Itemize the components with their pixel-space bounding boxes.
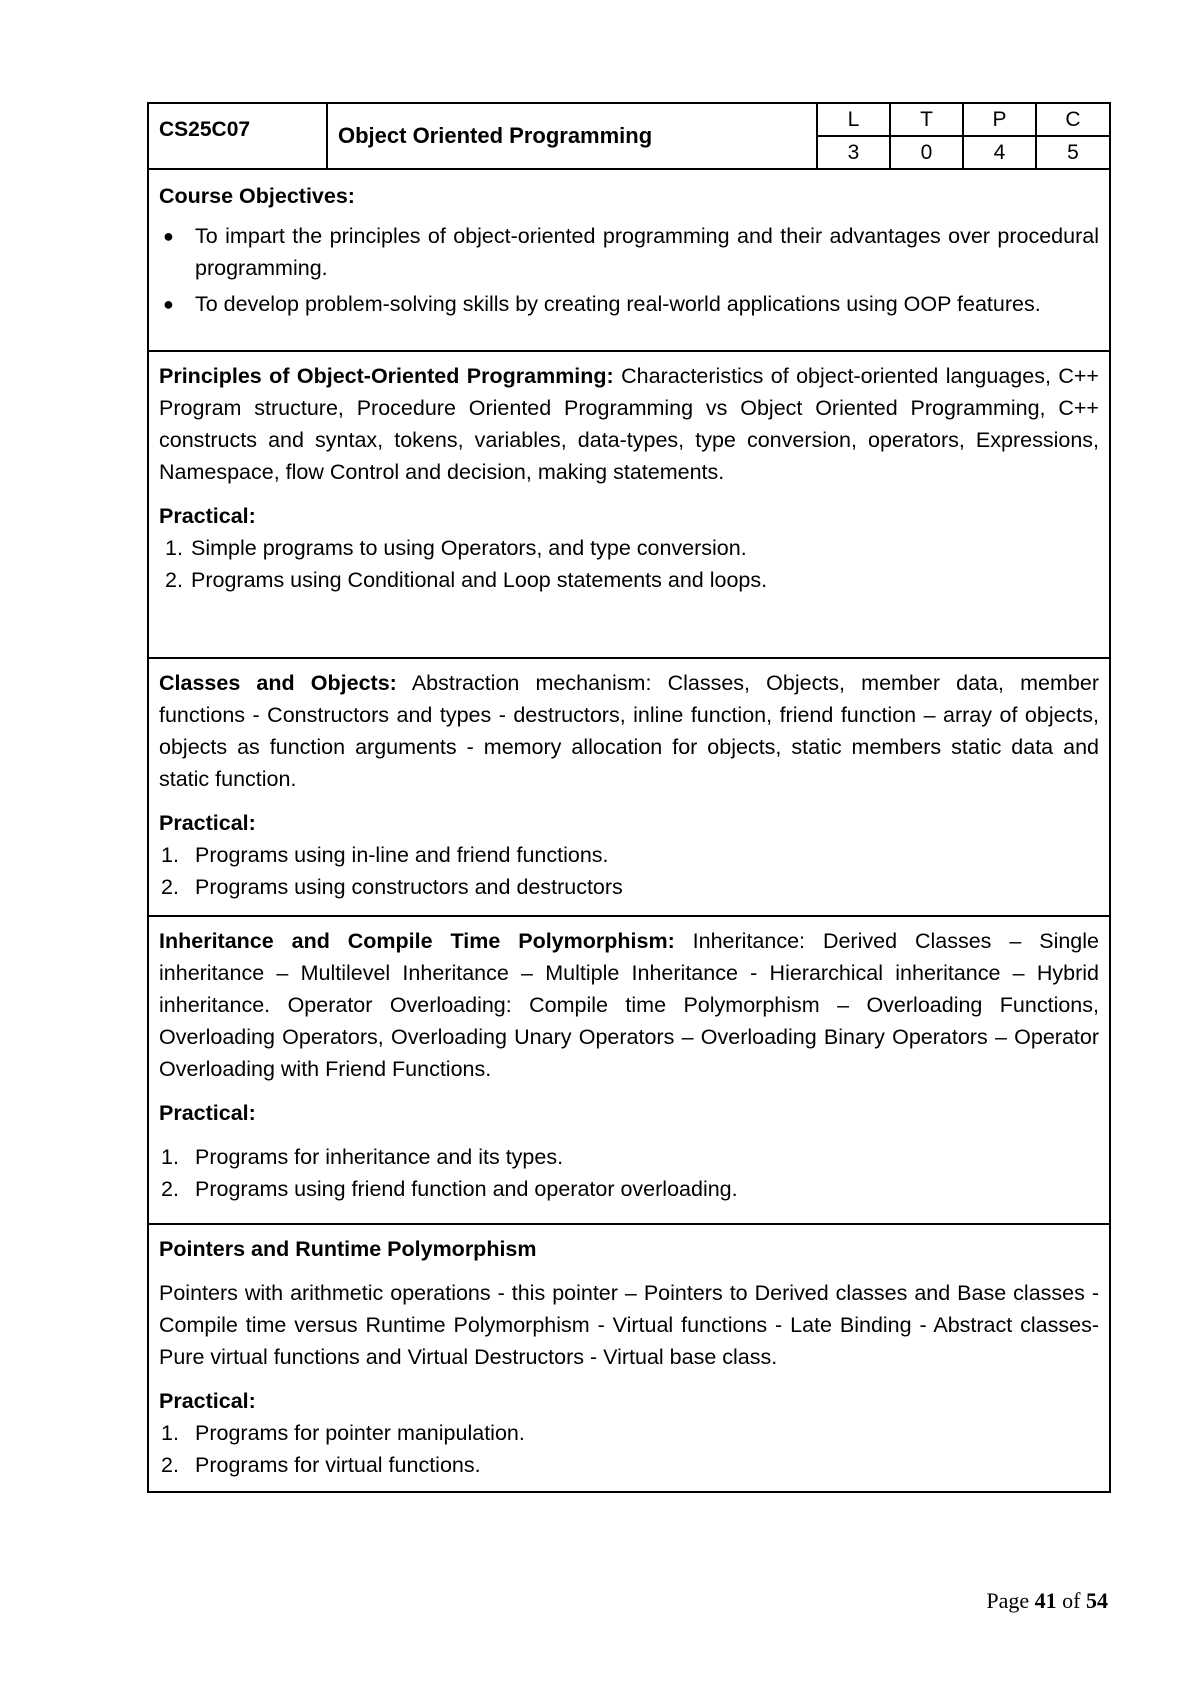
syllabus-table	[147, 102, 1111, 1493]
practical-item: 2. Programs using constructors and destructors	[161, 875, 623, 899]
ltpc-label-l: L	[817, 103, 890, 136]
unit-title: Pointers and Runtime Polymorphism	[159, 1237, 537, 1261]
footer-page-number: 41	[1034, 1588, 1057, 1613]
header-row	[148, 103, 1110, 136]
practical-list	[159, 532, 1099, 596]
practical-list	[153, 839, 1099, 903]
page-footer	[986, 1588, 1108, 1614]
ltpc-label-p: P	[963, 103, 1036, 136]
footer-prefix: Page	[986, 1588, 1030, 1613]
unit-row-2	[148, 658, 1110, 916]
unit-cell-1	[148, 351, 1110, 658]
practical-list	[153, 1141, 1099, 1205]
objectives-cell	[148, 169, 1110, 351]
practical-item: 1. Simple programs to using Operators, and type conversion.	[165, 536, 747, 560]
objective-item: ● To impart the principles of object-oriented programming and their advantages over procedural programming.	[159, 220, 1099, 284]
unit-text	[159, 925, 1099, 1085]
practical-item: 2. Programs using Conditional and Loop statements and loops.	[165, 568, 768, 592]
practical-heading: Practical:	[159, 1389, 256, 1413]
practical-list	[153, 1417, 1099, 1481]
ltpc-value-l: 3	[817, 136, 890, 169]
bullet-icon: ●	[163, 226, 174, 246]
ltpc-label-t: T	[890, 103, 963, 136]
unit-row-3	[148, 916, 1110, 1224]
bullet-icon: ●	[163, 294, 174, 314]
practical-item: 2. Programs for virtual functions.	[161, 1453, 481, 1477]
course-title: Object Oriented Programming	[327, 103, 817, 169]
unit-body: Abstraction mechanism: Classes, Objects, member data, member functions - Constructors and types - destructors, inline function, friend function – array of objects, objects as function arguments - memory allocation for objects, static members static data and static function.	[159, 671, 1099, 791]
ltpc-label-c: C	[1036, 103, 1110, 136]
ltpc-value-p: 4	[963, 136, 1036, 169]
unit-cell-3	[148, 916, 1110, 1224]
objectives-list	[159, 220, 1099, 320]
unit-title: Principles of Object-Oriented Programming:	[159, 364, 614, 388]
unit-cell-2	[148, 658, 1110, 916]
practical-item: 1. Programs for pointer manipulation.	[161, 1421, 525, 1445]
objectives-row	[148, 169, 1110, 351]
unit-body: Inheritance: Derived Classes – Single inheritance – Multilevel Inheritance – Multiple Inheritance - Hierarchical inheritance – Hybrid inheritance. Operator Overloading: Compile time Polymorphism – Overloading Functions, Overloading Operators, Overloading Unary Operators – Overloading Binary Operators – Operator Overloading with Friend Functions.	[159, 929, 1099, 1081]
practical-item: 2. Programs using friend function and operator overloading.	[161, 1177, 738, 1201]
unit-title: Inheritance and Compile Time Polymorphism:	[159, 929, 675, 953]
ltpc-value-t: 0	[890, 136, 963, 169]
practical-heading: Practical:	[159, 504, 256, 528]
unit-body: Pointers with arithmetic operations - this pointer – Pointers to Derived classes and Base classes - Compile time versus Runtime Polymorphism - Virtual functions - Late Binding - Abstract classes- Pure virtual functions and Virtual Destructors - Virtual base class.	[159, 1281, 1099, 1369]
ltpc-value-c: 5	[1036, 136, 1110, 169]
unit-row-4	[148, 1224, 1110, 1492]
unit-cell-4	[148, 1224, 1110, 1492]
unit-title: Classes and Objects:	[159, 671, 397, 695]
footer-of: of	[1062, 1588, 1081, 1613]
practical-heading: Practical:	[159, 811, 256, 835]
course-code: CS25C07	[148, 103, 327, 169]
practical-heading: Practical:	[159, 1101, 256, 1125]
unit-body: Characteristics of object-oriented languages, C++ Program structure, Procedure Oriented Programming vs Object Oriented Programming, C++ constructs and syntax, tokens, variables, data-types, type conversion, operators, Expressions, Namespace, flow Control and decision, making statements.	[159, 364, 1099, 484]
objective-item: ● To develop problem-solving skills by creating real-world applications using OOP features.	[159, 288, 1099, 320]
practical-item: 1. Programs for inheritance and its types.	[161, 1145, 564, 1169]
unit-text	[159, 360, 1099, 488]
objectives-heading: Course Objectives:	[159, 184, 355, 208]
practical-item: 1. Programs using in-line and friend functions.	[161, 843, 609, 867]
footer-page-total: 54	[1086, 1588, 1108, 1613]
unit-row-1	[148, 351, 1110, 658]
unit-text	[159, 667, 1099, 795]
